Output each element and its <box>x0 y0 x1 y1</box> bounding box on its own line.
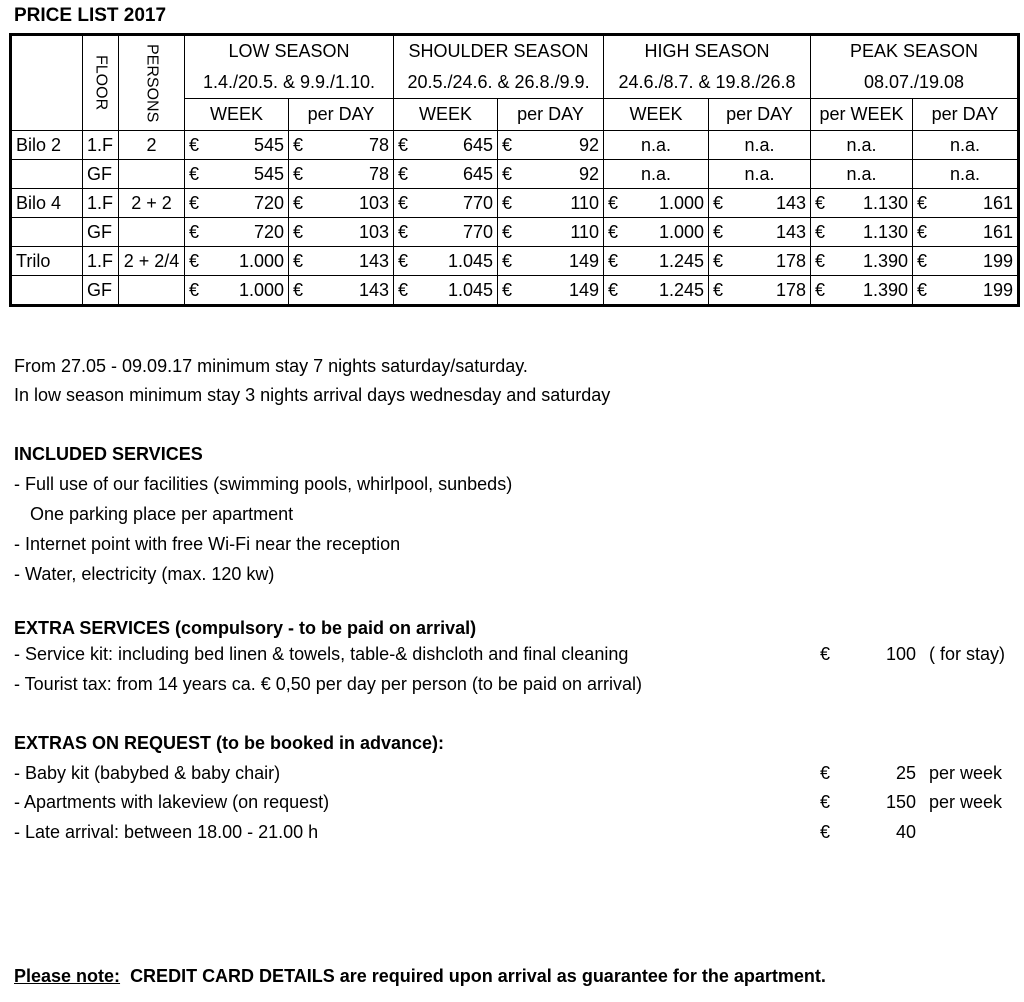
price-value: 1.045 <box>447 279 493 300</box>
price-cell <box>913 218 1019 247</box>
apartment-cell <box>11 276 83 306</box>
request-item-unit: per week <box>929 763 1003 783</box>
price-cell <box>709 218 811 247</box>
included-item: - Internet point with free Wi-Fi near the reception <box>14 534 401 554</box>
request-item <box>14 822 1014 843</box>
price-value: 92 <box>578 163 600 184</box>
currency-symbol: € <box>398 279 409 300</box>
currency-symbol: € <box>189 279 200 300</box>
price-cell: n.a. <box>709 160 811 189</box>
season-name-low: LOW SEASON <box>185 35 394 67</box>
request-item-amount: 150 <box>885 792 916 812</box>
currency-symbol: € <box>820 644 831 664</box>
price-cell <box>185 276 289 306</box>
price-cell <box>185 160 289 189</box>
extra-heading: EXTRA SERVICES (compulsory - to be paid on arrival) <box>14 618 477 638</box>
included-heading: INCLUDED SERVICES <box>14 444 203 464</box>
currency-symbol: € <box>713 250 724 271</box>
table-row <box>11 160 1019 189</box>
floor-cell: GF <box>83 218 119 247</box>
price-cell <box>913 247 1019 276</box>
price-cell <box>913 276 1019 306</box>
currency-symbol: € <box>293 192 304 213</box>
currency-symbol: € <box>608 279 619 300</box>
currency-symbol: € <box>398 221 409 242</box>
included-item: - Water, electricity (max. 120 kw) <box>14 564 275 584</box>
col-header-low-week: WEEK <box>185 99 289 131</box>
apartment-cell: Bilo 2 <box>11 131 83 160</box>
price-value: 645 <box>462 134 493 155</box>
currency-symbol: € <box>293 134 304 155</box>
currency-symbol: € <box>820 792 831 812</box>
price-cell <box>185 189 289 218</box>
persons-cell: 2 <box>119 131 185 160</box>
price-cell <box>289 131 394 160</box>
price-cell <box>185 131 289 160</box>
stay-rule-1: From 27.05 - 09.09.17 minimum stay 7 nights saturday/saturday. <box>14 356 528 376</box>
price-cell <box>811 276 913 306</box>
currency-symbol: € <box>398 163 409 184</box>
price-cell <box>289 218 394 247</box>
price-value: 103 <box>358 221 389 242</box>
price-cell <box>498 276 604 306</box>
table-row <box>11 276 1019 306</box>
price-cell <box>604 218 709 247</box>
price-cell: n.a. <box>604 160 709 189</box>
stay-rule-2: In low season minimum stay 3 nights arrival days wednesday and saturday <box>14 385 611 405</box>
persons-cell <box>119 276 185 306</box>
season-dates-low: 1.4./20.5. & 9.9./1.10. <box>185 67 394 99</box>
extras-request-heading: EXTRAS ON REQUEST (to be booked in advance): <box>14 733 445 753</box>
price-cell <box>604 189 709 218</box>
price-value: 149 <box>568 250 600 271</box>
price-cell: n.a. <box>913 131 1019 160</box>
price-value: 1.000 <box>658 192 705 213</box>
price-cell <box>498 189 604 218</box>
price-value: 178 <box>775 250 807 271</box>
col-header-high-day: per DAY <box>709 99 811 131</box>
price-cell <box>498 160 604 189</box>
persons-cell <box>119 218 185 247</box>
table-row <box>11 131 1019 160</box>
price-cell <box>394 276 498 306</box>
price-value: 1.245 <box>658 279 705 300</box>
season-dates-high: 24.6./8.7. & 19.8./26.8 <box>604 67 811 99</box>
currency-symbol: € <box>189 221 200 242</box>
currency-symbol: € <box>608 250 619 271</box>
currency-symbol: € <box>815 221 826 242</box>
currency-symbol: € <box>189 163 200 184</box>
price-value: 1.000 <box>658 221 705 242</box>
price-cell <box>185 218 289 247</box>
price-cell <box>709 189 811 218</box>
price-value: 1.130 <box>862 192 909 213</box>
currency-symbol: € <box>189 250 200 271</box>
persons-cell: 2 + 2 <box>119 189 185 218</box>
price-value: 149 <box>568 279 600 300</box>
extra-item-amount: 100 <box>885 644 916 664</box>
currency-symbol: € <box>502 192 513 213</box>
price-cell <box>709 247 811 276</box>
price-cell <box>811 189 913 218</box>
currency-symbol: € <box>502 250 513 271</box>
currency-symbol: € <box>608 221 619 242</box>
currency-symbol: € <box>398 192 409 213</box>
price-cell <box>913 189 1019 218</box>
page-title: PRICE LIST 2017 <box>14 5 167 26</box>
price-cell <box>394 218 498 247</box>
table-row <box>11 189 1019 218</box>
col-header-low-day: per DAY <box>289 99 394 131</box>
price-cell: n.a. <box>811 160 913 189</box>
price-value: 1.045 <box>447 250 493 271</box>
currency-symbol: € <box>502 221 513 242</box>
currency-symbol: € <box>820 822 831 842</box>
apartment-cell <box>11 218 83 247</box>
col-header-shoulder-day: per DAY <box>498 99 604 131</box>
currency-symbol: € <box>815 250 826 271</box>
currency-symbol: € <box>815 279 826 300</box>
price-cell <box>709 276 811 306</box>
price-value: 92 <box>578 134 600 155</box>
price-cell <box>289 160 394 189</box>
price-value: 143 <box>775 192 807 213</box>
included-item: - Full use of our facilities (swimming pools, whirlpool, sunbeds) <box>14 474 513 494</box>
currency-symbol: € <box>917 192 928 213</box>
floor-header: FLOOR <box>83 35 119 131</box>
price-value: 1.245 <box>658 250 705 271</box>
col-header-shoulder-week: WEEK <box>394 99 498 131</box>
price-cell: n.a. <box>913 160 1019 189</box>
price-value: 720 <box>253 192 284 213</box>
floor-cell: GF <box>83 276 119 306</box>
note-text: CREDIT CARD DETAILS are required upon arrival as guarantee for the apartment. <box>130 966 826 986</box>
currency-symbol: € <box>502 163 513 184</box>
extra-item-text: - Service kit: including bed linen & towels, table-& dishcloth and final cleaning <box>14 644 629 664</box>
price-value: 143 <box>775 221 807 242</box>
request-item <box>14 763 1014 784</box>
extra-item <box>14 674 1014 695</box>
price-cell: n.a. <box>811 131 913 160</box>
price-value: 161 <box>982 192 1014 213</box>
price-cell <box>604 276 709 306</box>
col-header-peak-day: per DAY <box>913 99 1019 131</box>
price-cell <box>289 189 394 218</box>
price-cell <box>498 247 604 276</box>
price-value: 545 <box>253 163 284 184</box>
currency-symbol: € <box>189 192 200 213</box>
currency-symbol: € <box>502 134 513 155</box>
currency-symbol: € <box>293 221 304 242</box>
price-cell <box>394 160 498 189</box>
apartment-cell <box>11 160 83 189</box>
floor-cell: 1.F <box>83 247 119 276</box>
season-name-high: HIGH SEASON <box>604 35 811 67</box>
price-cell <box>394 189 498 218</box>
price-cell <box>498 131 604 160</box>
price-value: 1.000 <box>238 250 284 271</box>
currency-symbol: € <box>189 134 200 155</box>
price-value: 545 <box>253 134 284 155</box>
price-value: 161 <box>982 221 1014 242</box>
persons-cell: 2 + 2/4 <box>119 247 185 276</box>
price-value: 1.390 <box>862 250 909 271</box>
floor-cell: 1.F <box>83 131 119 160</box>
table-row <box>11 247 1019 276</box>
currency-symbol: € <box>398 134 409 155</box>
floor-cell: 1.F <box>83 189 119 218</box>
price-cell <box>394 131 498 160</box>
price-cell <box>185 247 289 276</box>
currency-symbol: € <box>398 250 409 271</box>
price-cell: n.a. <box>709 131 811 160</box>
price-value: 770 <box>462 221 493 242</box>
season-dates-shoulder: 20.5./24.6. & 26.8./9.9. <box>394 67 604 99</box>
price-value: 110 <box>570 221 600 242</box>
persons-header: PERSONS <box>119 35 185 131</box>
col-header-high-week: WEEK <box>604 99 709 131</box>
price-value: 720 <box>253 221 284 242</box>
price-value: 199 <box>982 279 1014 300</box>
apartment-cell: Bilo 4 <box>11 189 83 218</box>
currency-symbol: € <box>293 279 304 300</box>
price-value: 78 <box>368 163 389 184</box>
currency-symbol: € <box>917 221 928 242</box>
note-label: Please note: <box>14 966 121 986</box>
price-value: 1.130 <box>862 221 909 242</box>
price-value: 143 <box>358 279 389 300</box>
apartment-header-cell <box>11 35 83 131</box>
price-cell <box>289 276 394 306</box>
credit-card-note <box>14 966 826 987</box>
price-value: 1.000 <box>238 279 284 300</box>
price-cell <box>604 247 709 276</box>
table-row <box>11 218 1019 247</box>
extra-item <box>14 644 1014 665</box>
price-cell <box>498 218 604 247</box>
currency-symbol: € <box>293 250 304 271</box>
col-header-peak-week: per WEEK <box>811 99 913 131</box>
apartment-cell: Trilo <box>11 247 83 276</box>
price-value: 199 <box>982 250 1014 271</box>
price-value: 770 <box>462 192 493 213</box>
season-name-peak: PEAK SEASON <box>811 35 1019 67</box>
currency-symbol: € <box>713 192 724 213</box>
included-item: One parking place per apartment <box>30 504 294 524</box>
price-value: 78 <box>368 134 389 155</box>
price-cell: n.a. <box>604 131 709 160</box>
request-item-unit: per week <box>929 792 1003 812</box>
persons-cell <box>119 160 185 189</box>
price-value: 178 <box>775 279 807 300</box>
price-value: 645 <box>462 163 493 184</box>
extra-item-text: - Tourist tax: from 14 years ca. € 0,50 per day per person (to be paid on arrival) <box>14 674 642 694</box>
price-table <box>9 33 1020 307</box>
price-cell <box>394 247 498 276</box>
price-value: 1.390 <box>862 279 909 300</box>
price-value: 143 <box>358 250 389 271</box>
extra-item-unit: ( for stay) <box>929 644 1006 664</box>
currency-symbol: € <box>608 192 619 213</box>
price-cell <box>811 218 913 247</box>
currency-symbol: € <box>713 279 724 300</box>
request-item <box>14 792 1014 813</box>
currency-symbol: € <box>917 279 928 300</box>
request-item-text: - Late arrival: between 18.00 - 21.00 h <box>14 822 319 842</box>
request-item-text: - Apartments with lakeview (on request) <box>14 792 330 812</box>
price-cell <box>289 247 394 276</box>
request-item-amount: 25 <box>895 763 916 783</box>
currency-symbol: € <box>917 250 928 271</box>
price-cell <box>811 247 913 276</box>
request-item-text: - Baby kit (babybed & baby chair) <box>14 763 281 783</box>
season-name-shoulder: SHOULDER SEASON <box>394 35 604 67</box>
currency-symbol: € <box>815 192 826 213</box>
currency-symbol: € <box>293 163 304 184</box>
request-item-amount: 40 <box>895 822 916 842</box>
season-dates-peak: 08.07./19.08 <box>811 67 1019 99</box>
currency-symbol: € <box>713 221 724 242</box>
price-value: 110 <box>570 192 600 213</box>
price-value: 103 <box>358 192 389 213</box>
floor-cell: GF <box>83 160 119 189</box>
currency-symbol: € <box>820 763 831 783</box>
currency-symbol: € <box>502 279 513 300</box>
